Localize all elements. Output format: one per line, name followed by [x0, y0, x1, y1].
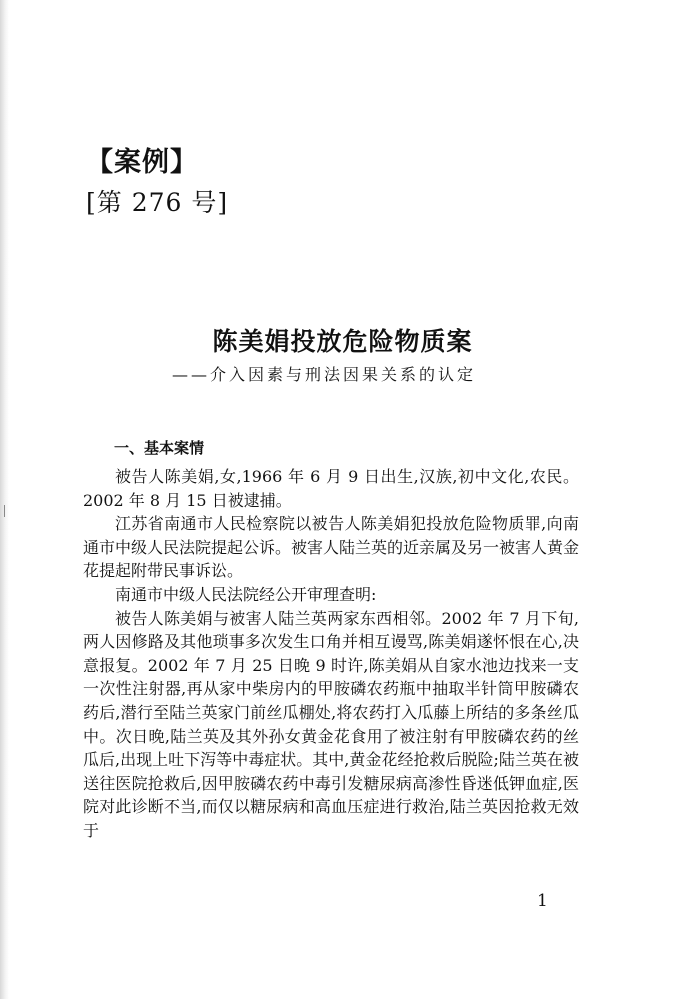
case-subtitle: ——介入因素与刑法因果关系的认定: [172, 365, 477, 384]
paragraph-court-finding: 南通市中级人民法院经公开审理查明:: [115, 584, 377, 604]
case-number: [第 276 号]: [86, 188, 229, 217]
page-number: 1: [537, 891, 548, 911]
paragraph-facts: 被告人陈美娟与被害人陆兰英两家东西相邻。2002 年 7 月下旬,两人因修路及其他琐事多次发生口角并相互谩骂,陈美娟遂怀恨在心,决意报复。2002 年 7 月 25 日晚 9 时许,陈美娟从自家水池边找来一支一次性注射器,再从家中柴房内的甲胺磷农药瓶中抽取半针筒甲胺磷农药后,潜行至陆兰英家门前丝瓜棚处,将农药打入瓜藤上所结的多条丝瓜中。次日晚,陆兰英及其外孙女黄金花食用了被注射有甲胺磷农药的丝瓜后,出现上吐下泻等中毒症状。其中,黄金花经抢救后脱险;陆兰英在被送往医院抢救后,因甲胺磷农药中毒引发糖尿病高渗性昏迷低钾血症,医院对此诊断不当,而仅以糖尿病和高血压症进行救治,陆兰英因抢救无效于: [83, 608, 579, 840]
section-heading: 一、基本案情: [114, 439, 205, 457]
paragraph-defendant-info: 被告人陈美娟,女,1966 年 6 月 9 日出生,汉族,初中文化,农民。2002 年 8 月 15 日被逮捕。: [83, 467, 579, 510]
scan-shadow-edge: [0, 0, 9, 999]
paragraph-prosecution: 江苏省南通市人民检察院以被告人陈美娟犯投放危险物质罪,向南通市中级人民法院提起公诉。被害人陆兰英的近亲属及另一被害人黄金花提起附带民事诉讼。: [83, 514, 580, 581]
case-label: 【案例】: [86, 147, 198, 178]
scan-speck: [4, 505, 5, 517]
case-title: 陈美娟投放危险物质案: [212, 327, 473, 356]
body-text: [83, 465, 579, 843]
